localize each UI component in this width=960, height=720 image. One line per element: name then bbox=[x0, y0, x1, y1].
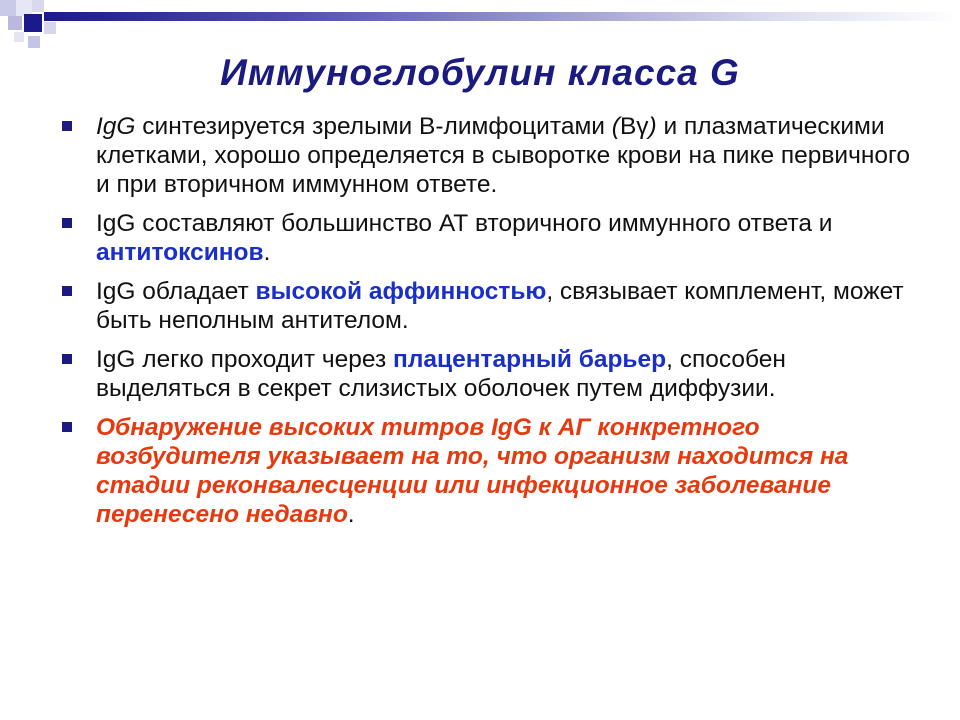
bullet-text: ( bbox=[611, 113, 620, 140]
bullet-text: Вγ bbox=[619, 113, 649, 140]
square-bullet-icon bbox=[62, 121, 72, 131]
decor-square bbox=[0, 0, 16, 16]
bullet-text: ) bbox=[648, 113, 657, 140]
bullet-text: и плазматическими клетками, хорошо определяется в сыворотке крови на пике первичного и при вторичном иммунном ответе. bbox=[96, 113, 911, 198]
decor-square bbox=[24, 14, 42, 32]
bullet-text: IgG обладает bbox=[96, 278, 256, 305]
decor-square bbox=[8, 16, 22, 30]
bullet-text: синтезируется зрелыми В-лимфоцитами bbox=[135, 113, 612, 140]
square-bullet-icon bbox=[62, 354, 72, 364]
decor-square bbox=[28, 36, 40, 48]
square-bullet-icon bbox=[62, 286, 72, 296]
conclusion-text: Обнаружение высоких титров IgG к АГ конкретного возбудителя указывает на то, что организм находится на стадии реконвалесценции или инфекционное заболевание перенесено недавно bbox=[96, 414, 849, 528]
igg-term: IgG bbox=[96, 113, 136, 140]
bullet-item bbox=[60, 209, 920, 267]
bullet-item bbox=[60, 112, 920, 199]
decor-square bbox=[44, 22, 56, 34]
bullet-text: , связывает комплемент, может быть неполным антителом. bbox=[96, 278, 904, 334]
highlight-term: плацентарный барьер bbox=[393, 346, 667, 373]
bullet-item bbox=[60, 345, 920, 403]
bullet-item bbox=[60, 277, 920, 335]
decor-square bbox=[14, 32, 24, 42]
bullet-text: IgG составляют большинство АТ вторичного иммунного ответа и bbox=[96, 210, 833, 237]
header-decoration bbox=[0, 0, 960, 60]
bullet-text: , способен выделяться в секрет слизистых оболочек путем диффузии. bbox=[96, 346, 786, 402]
square-bullet-icon bbox=[62, 218, 72, 228]
bullet-text: . bbox=[347, 501, 355, 528]
bullet-item bbox=[60, 413, 920, 529]
slide-title: Иммуноглобулин класса G bbox=[220, 52, 740, 93]
square-bullet-icon bbox=[62, 422, 72, 432]
bullet-text: . bbox=[263, 239, 271, 266]
decor-square bbox=[32, 0, 44, 12]
highlight-term: антитоксинов bbox=[96, 239, 264, 266]
bullet-text: IgG легко проходит через bbox=[96, 346, 394, 373]
header-gradient-bar bbox=[44, 12, 960, 21]
bullet-list bbox=[60, 112, 920, 539]
highlight-term: высокой аффинностью bbox=[255, 278, 547, 305]
